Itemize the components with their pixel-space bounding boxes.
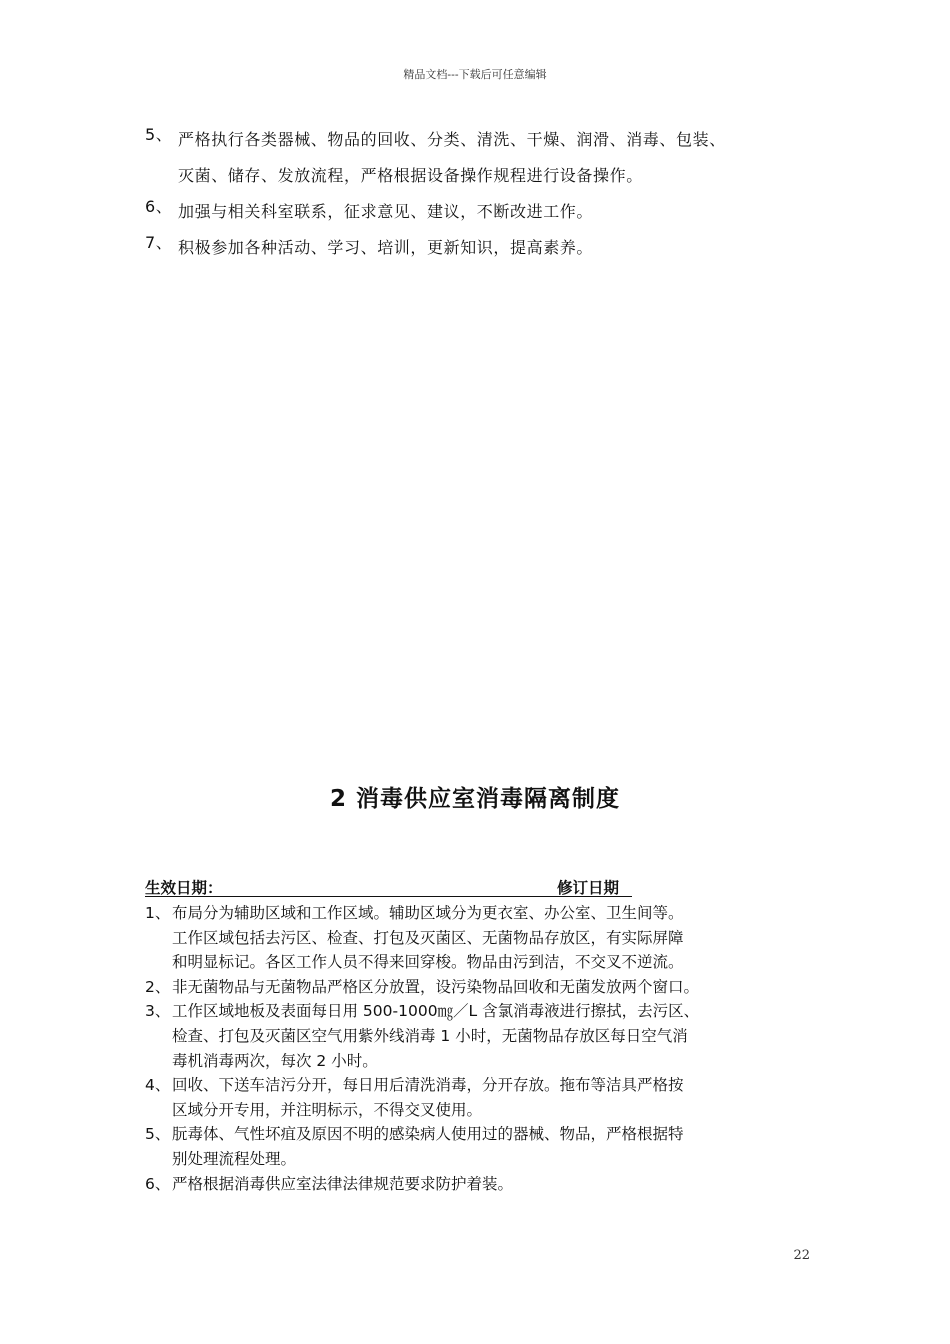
rules-list	[145, 901, 825, 1196]
page-header: 精品文档---下载后可任意编辑	[403, 68, 547, 81]
rule-item-5	[145, 1122, 825, 1171]
text-line: 区域分开专用，并注明标示，不得交叉使用。	[172, 1100, 483, 1119]
text-line: 和明显标记。各区工作人员不得来回穿梭。物品由污到洁，不交叉不逆流。	[172, 953, 684, 972]
list-number: 5、	[145, 125, 173, 144]
text-line: 灭菌、储存、发放流程，严格根据设备操作规程进行设备操作。	[178, 166, 643, 185]
duty-list	[145, 122, 835, 266]
list-text	[178, 194, 835, 230]
text-line: 非无菌物品与无菌物品严格区分放置，设污染物品回收和无菌发放两个窗口。	[172, 977, 700, 996]
rule-item-3	[145, 999, 825, 1073]
list-number: 6、	[145, 1174, 171, 1193]
list-text	[172, 1122, 825, 1171]
effective-date-label: 生效日期：	[145, 879, 223, 897]
date-underline	[145, 896, 632, 897]
list-number: 6、	[145, 197, 173, 216]
page-number: 22	[793, 1248, 810, 1263]
list-text	[178, 230, 835, 266]
duty-item-7	[145, 230, 835, 266]
revision-date-label: 修订日期	[557, 879, 620, 897]
list-text	[172, 1172, 825, 1197]
text-line: 严格执行各类器械、物品的回收、分类、清洗、干燥、润滑、消毒、包装、	[178, 130, 726, 149]
text-line: 毒机消毒两次，每次 2 小时。	[172, 1051, 378, 1070]
duty-item-5	[145, 122, 835, 194]
text-line: 回收、下送车洁污分开，每日用后清洗消毒，分开存放。拖布等洁具严格按	[172, 1076, 684, 1095]
text-line: 积极参加各种活动、学习、培训，更新知识，提高素养。	[178, 238, 594, 257]
rule-item-4	[145, 1073, 825, 1122]
list-number: 5、	[145, 1125, 171, 1144]
text-line: 加强与相关科室联系，征求意见、建议，不断改进工作。	[178, 202, 594, 221]
text-line: 严格根据消毒供应室法律法律规范要求防护着装。	[172, 1174, 514, 1193]
list-text	[178, 122, 835, 194]
list-number: 4、	[145, 1076, 171, 1095]
text-line: 布局分为辅助区域和工作区域。辅助区域分为更衣室、办公室、卫生间等。	[172, 904, 684, 922]
list-text	[172, 999, 825, 1073]
text-line: 朊毒体、气性坏疽及原因不明的感染病人使用过的器械、物品，严格根据特	[172, 1125, 684, 1144]
rule-item-1	[145, 901, 825, 975]
text-line: 工作区域地板及表面每日用 500-1000㎎／L 含氯消毒液进行擦拭，去污区、	[172, 1002, 700, 1021]
rule-item-2	[145, 975, 825, 1000]
list-text	[172, 901, 825, 975]
text-line: 检查、打包及灭菌区空气用紫外线消毒 1 小时，无菌物品存放区每日空气消	[172, 1026, 688, 1045]
text-line: 别处理流程处理。	[172, 1149, 297, 1168]
list-number: 3、	[145, 1002, 171, 1021]
text-line: 工作区域包括去污区、检查、打包及灭菌区、无菌物品存放区，有实际屏障	[172, 928, 684, 947]
list-text	[172, 1073, 825, 1122]
section-title: 2 消毒供应室消毒隔离制度	[329, 786, 620, 812]
list-text	[172, 975, 825, 1000]
list-number: 1、	[145, 904, 171, 922]
date-row	[145, 876, 645, 898]
list-number: 2、	[145, 977, 171, 996]
rule-item-6	[145, 1172, 825, 1197]
duty-item-6	[145, 194, 835, 230]
list-number: 7、	[145, 233, 173, 252]
